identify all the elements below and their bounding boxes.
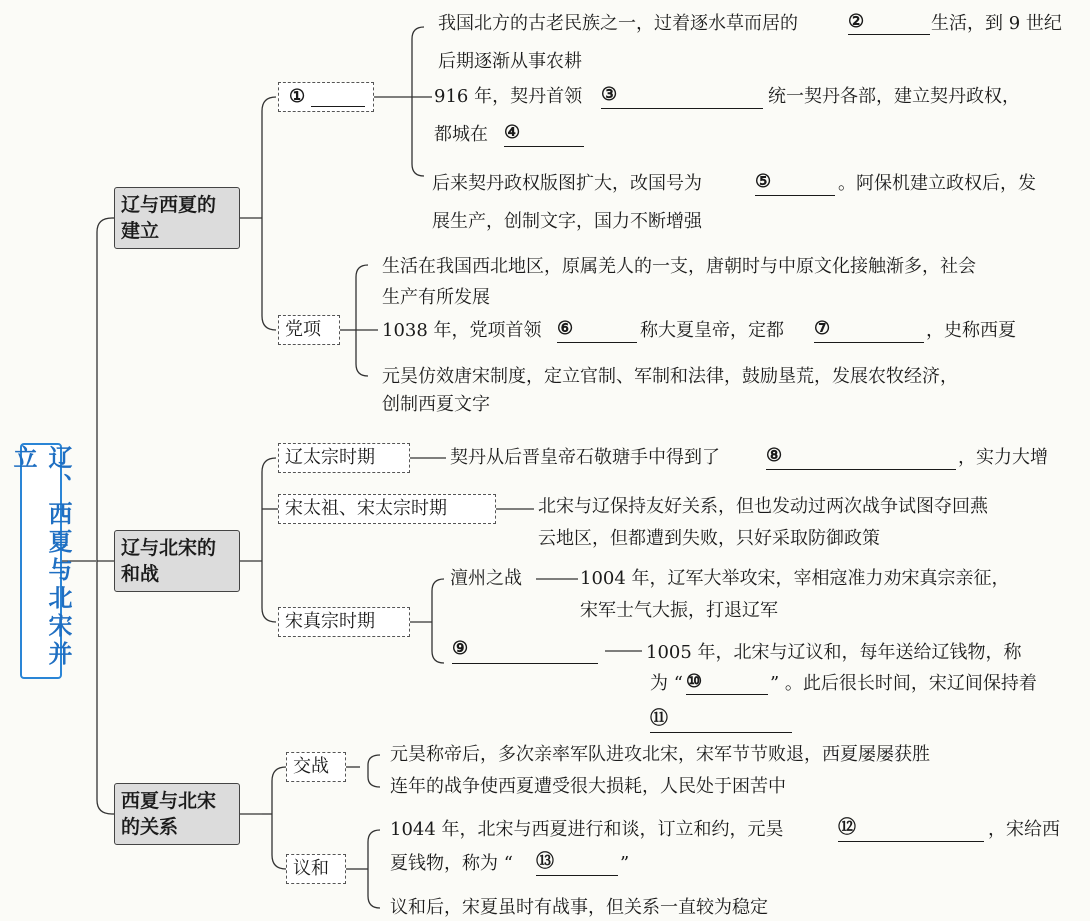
blank-number-11: ⑪ bbox=[650, 708, 668, 729]
song-taizu-taizong-period-box: 宋太祖、宋太宗时期 bbox=[278, 494, 496, 524]
blank-number-10: ⑩ bbox=[686, 671, 703, 692]
answer-blank-9[interactable] bbox=[452, 663, 598, 664]
song-taizu-line-2: 云地区，但都遭到失败，只好采取防御政策 bbox=[538, 528, 880, 549]
blank-number-8: ⑧ bbox=[766, 445, 783, 466]
peace-talk-box: 议和 bbox=[286, 854, 346, 884]
answer-blank-11[interactable] bbox=[650, 732, 792, 733]
liao-line-5: 后来契丹政权版图扩大，改国号为 bbox=[432, 173, 702, 194]
section-xixia-song-relations: 西夏与北宋 的关系 bbox=[114, 783, 240, 845]
peace-line-2-end: ” 。此后很长时间，宋辽间保持着 bbox=[770, 673, 1037, 694]
answer-blank-2[interactable] bbox=[848, 34, 930, 35]
xixia-peace-line-2-end: ” bbox=[620, 853, 630, 874]
xixia-peace-line-2: 夏钱物，称为 “ bbox=[390, 853, 513, 874]
chanzhou-line-1: 1004 年，辽军大举攻宋，宰相寇准力劝宋真宗亲征， bbox=[580, 568, 1010, 589]
xixia-peace-line-1: 1044 年，北宋与西夏进行和谈，订立和约，元昊 bbox=[390, 819, 784, 840]
blank-number-5: ⑤ bbox=[755, 171, 772, 192]
answer-blank-10[interactable] bbox=[686, 694, 768, 695]
blank-number-12: ⑫ bbox=[838, 817, 856, 838]
liao-line-1: 我国北方的古老民族之一，过着逐水草而居的 bbox=[438, 13, 798, 34]
blank-number-13: ⑬ bbox=[536, 851, 554, 872]
blank-number-9: ⑨ bbox=[452, 638, 469, 659]
answer-blank-7[interactable] bbox=[814, 342, 924, 343]
answer-blank-8[interactable] bbox=[766, 469, 956, 470]
chanzhou-battle-label: 澶州之战 bbox=[450, 568, 522, 589]
section-liao-xixia-founding: 辽与西夏的 建立 bbox=[114, 187, 240, 249]
liao-line-3: 916 年，契丹首领 bbox=[434, 86, 583, 107]
answer-blank-6[interactable] bbox=[557, 342, 637, 343]
answer-blank-13[interactable] bbox=[536, 875, 618, 876]
liao-taizong-text-end: ，实力大增 bbox=[958, 447, 1048, 468]
peace-line-2-start: 为 “ bbox=[650, 673, 683, 694]
chanzhou-line-2: 宋军士气大振，打退辽军 bbox=[580, 600, 778, 621]
liao-taizong-period-box: 辽太宗时期 bbox=[278, 443, 410, 473]
dangxiang-line-3-end: ，史称西夏 bbox=[926, 320, 1016, 341]
blank-number-3: ③ bbox=[601, 84, 618, 105]
xixia-peace-line-3: 议和后，宋夏虽时有战事，但关系一直较为稳定 bbox=[390, 897, 768, 918]
dangxiang-line-1: 生活在我国西北地区，原属羌人的一支，唐朝时与中原文化接触渐多，社会 bbox=[382, 256, 976, 277]
war-line-1: 元昊称帝后，多次亲率军队进攻北宋，宋军节节败退，西夏屡屡获胜 bbox=[390, 744, 930, 765]
war-box: 交战 bbox=[286, 752, 346, 782]
liao-line-1-end: 生活，到 9 世纪 bbox=[931, 13, 1062, 34]
root-title-box bbox=[9, 443, 72, 679]
blank-number-1: ① bbox=[289, 86, 306, 107]
dangxiang-line-2: 生产有所发展 bbox=[382, 287, 490, 308]
liao-line-4: 都城在 bbox=[434, 124, 488, 145]
dangxiang-line-5: 创制西夏文字 bbox=[382, 394, 490, 415]
root-title: 辽、西夏与北宋并立 bbox=[9, 445, 72, 669]
liao-taizong-text: 契丹从后晋皇帝石敬瑭手中得到了 bbox=[450, 447, 720, 468]
dangxiang-line-3: 1038 年，党项首领 bbox=[382, 320, 542, 341]
liao-line-5-end: 。阿保机建立政权后，发 bbox=[838, 173, 1036, 194]
blank-number-7: ⑦ bbox=[814, 318, 831, 339]
war-line-2: 连年的战争使西夏遭受很大损耗，人民处于困苦中 bbox=[390, 776, 786, 797]
blank-number-6: ⑥ bbox=[557, 318, 574, 339]
song-taizu-line-1: 北宋与辽保持友好关系，但也发动过两次战争试图夺回燕 bbox=[538, 496, 988, 517]
answer-blank-3[interactable] bbox=[601, 108, 763, 109]
liao-blank-box bbox=[278, 82, 374, 112]
blank-number-4: ④ bbox=[504, 122, 521, 143]
liao-line-2: 后期逐渐从事农耕 bbox=[438, 51, 582, 72]
answer-blank-1[interactable] bbox=[311, 106, 365, 107]
dangxiang-line-3-mid: 称大夏皇帝，定都 bbox=[640, 320, 784, 341]
xixia-peace-line-1-end: ，宋给西 bbox=[988, 819, 1060, 840]
blank-number-2: ② bbox=[848, 11, 865, 32]
answer-blank-4[interactable] bbox=[504, 146, 584, 147]
song-zhenzong-period-box: 宋真宗时期 bbox=[278, 607, 410, 637]
dangxiang-box: 党项 bbox=[278, 315, 340, 345]
section-liao-song-war-peace: 辽与北宋的 和战 bbox=[114, 530, 240, 592]
dangxiang-line-4: 元昊仿效唐宋制度，定立官制、军制和法律，鼓励垦荒，发展农牧经济， bbox=[382, 366, 958, 387]
answer-blank-12[interactable] bbox=[838, 841, 984, 842]
answer-blank-5[interactable] bbox=[755, 195, 835, 196]
peace-line-1: 1005 年，北宋与辽议和，每年送给辽钱物，称 bbox=[646, 642, 1022, 663]
liao-line-3-end: 统一契丹各部，建立契丹政权， bbox=[768, 86, 1020, 107]
liao-line-6: 展生产，创制文字，国力不断增强 bbox=[432, 211, 702, 232]
